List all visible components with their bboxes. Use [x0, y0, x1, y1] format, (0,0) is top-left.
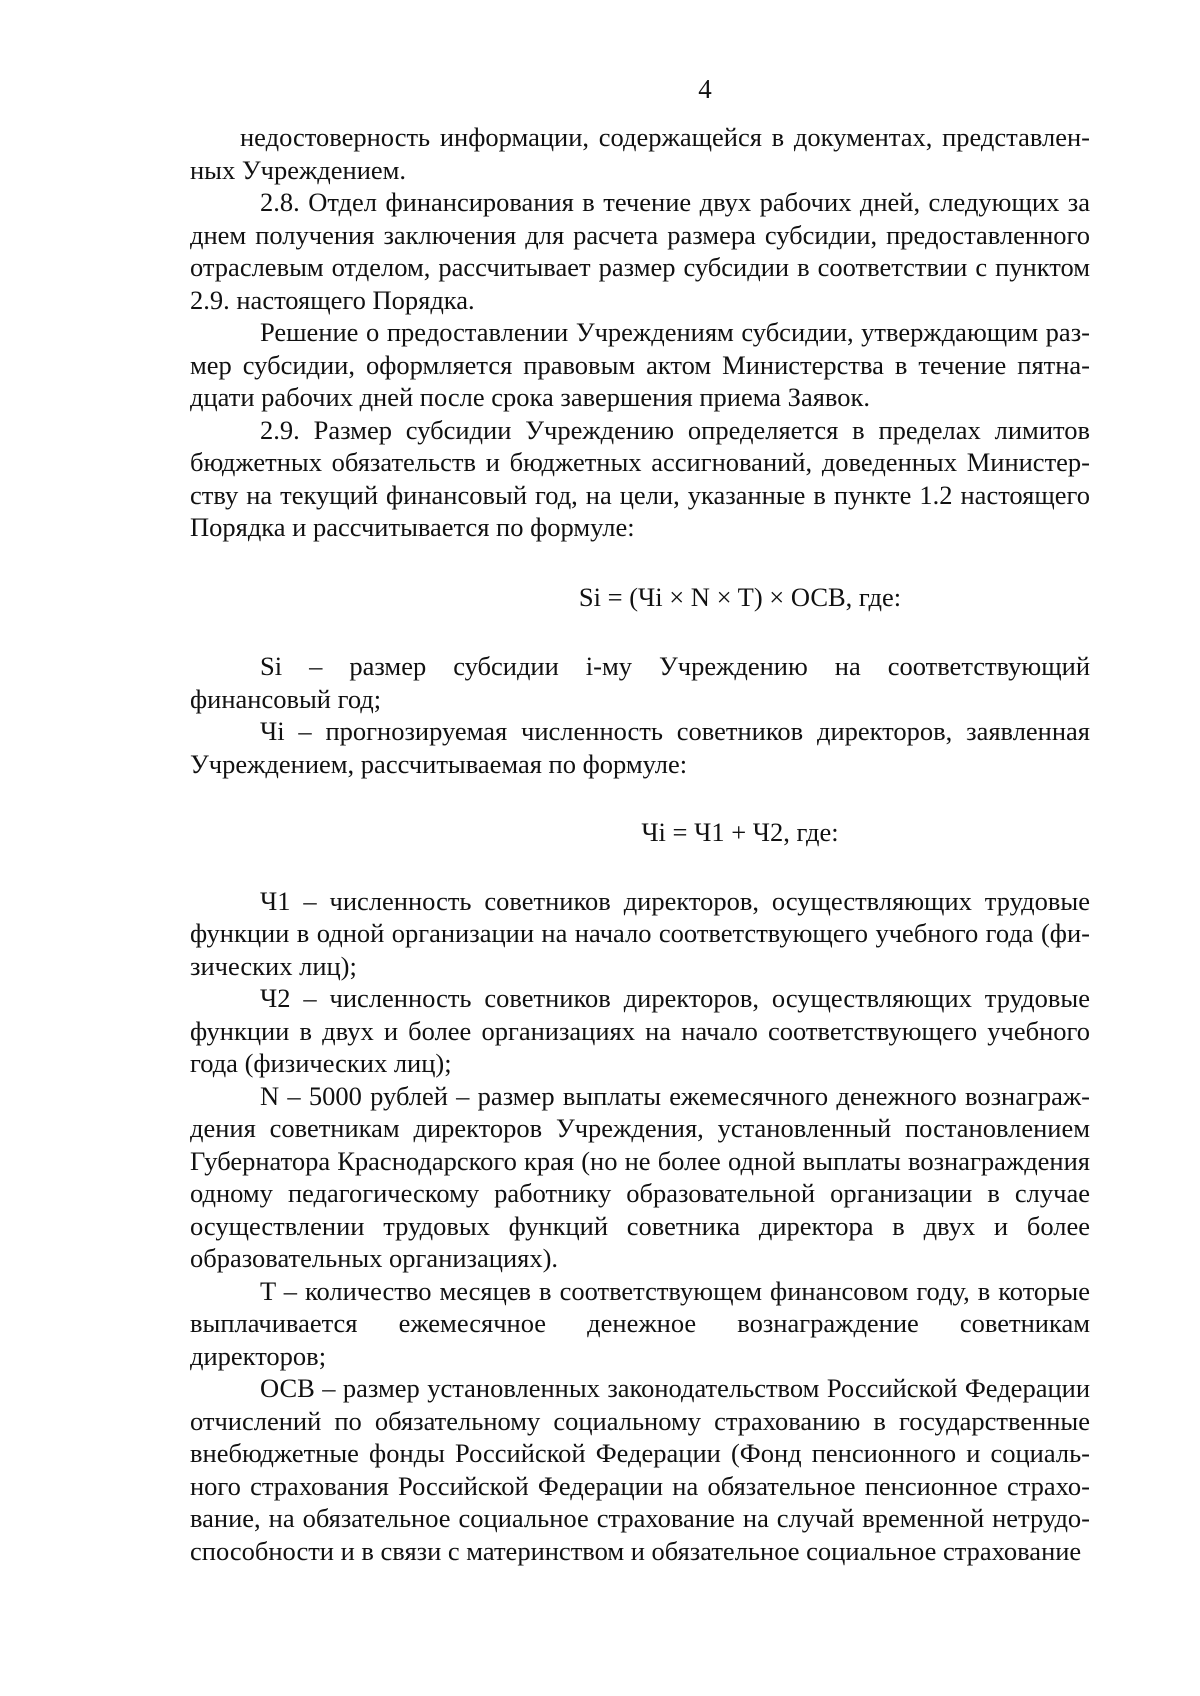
paragraph-2-8: 2.8. Отдел финансирования в течение двух рабочих дней, следующих за днем получения заключения для расчета размера субсидии, предоставленного отраслевым отделом, рассчитывает размер субсидии в соответствии с пунктом 2.9. настоящего Порядка.: [190, 187, 1090, 315]
definition-chi: Чi – прогнозируемая численность советников директоров, заявленная Учреждением, рассчитываемая по формуле:: [190, 716, 1090, 779]
paragraph-2-9: 2.9. Размер субсидии Учреждению определяется в пределах лимитов бюджетных обязательств и бюджетных ассигнований, доведенных Министерству на текущий финансовый год, на цели, указанные в пункте 1.2 настоящего Порядка и рассчитывается по формуле:: [190, 414, 1090, 542]
document-body: [190, 121, 1090, 1567]
paragraph-decision: Решение о предоставлении Учреждениям субсидии, утверждающим размер субсидии, оформляется правовым актом Министерства в течение пятнадцати рабочих дней после срока завершения приема Заявок.: [190, 317, 1090, 412]
definition-si: Si – размер субсидии i-му Учреждению на соответствующий финансовый год;: [190, 651, 1090, 714]
page-number: 4: [698, 74, 712, 104]
definition-osv: ОСВ – размер установленных законодательством Российской Федерации отчислений по обязательному социальному страхованию в государственные внебюджетные фонды Российской Федерации (Фонд пенсионного и социального страхования Российской Федерации на обязательное пенсионное страхование, на обязательное социальное страхование на случай временной нетрудоспособности и в связи с материнством и обязательное социальное страхование: [190, 1373, 1090, 1566]
formula-subsidy: Si = (Чi × N × T) × ОСВ, где:: [578, 581, 902, 612]
definition-n: N – 5000 рублей – размер выплаты ежемесячного денежного вознаграждения советникам директоров Учреждения, установленный постановлением Губернатора Краснодарского края (но не более одной выплаты вознаграждения одному педагогическому работнику образовательной организации в случае осуществлении трудовых функций советника директора в двух и более образовательных организациях).: [190, 1080, 1090, 1273]
paragraph-continuation: недостоверность информации, содержащейся в документах, представленных Учреждением.: [190, 122, 1090, 185]
definition-ch1: Ч1 – численность советников директоров, осуществляющих трудовые функции в одной организации на начало соответствующего учебного года (физических лиц);: [190, 885, 1090, 981]
definition-t: T – количество месяцев в соответствующем финансовом году, в которые выплачивается ежемесячное денежное вознаграждение советникам директоров;: [190, 1275, 1090, 1371]
definition-ch2: Ч2 – численность советников директоров, осуществляющих трудовые функции в двух и более организациях на начало соответствующего учебного года (физических лиц);: [190, 983, 1090, 1078]
formula-headcount: Чi = Ч1 + Ч2, где:: [641, 817, 839, 847]
